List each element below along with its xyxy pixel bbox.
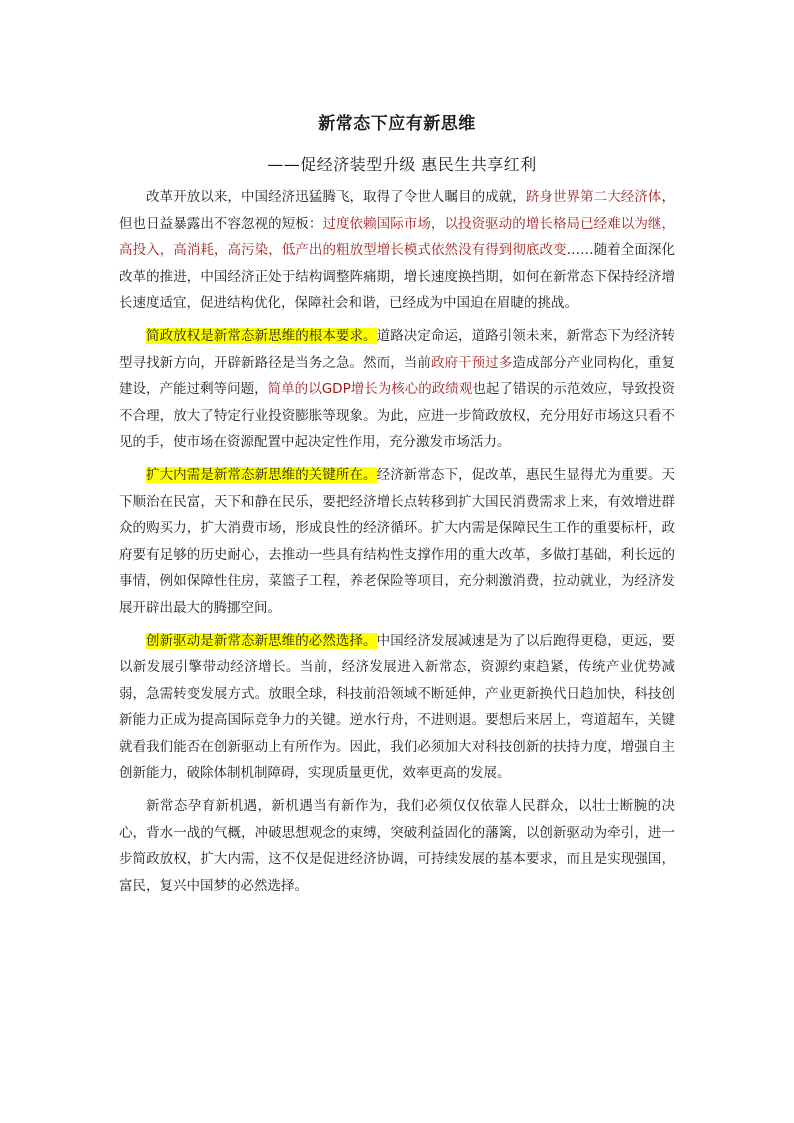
paragraph-5 — [119, 793, 675, 899]
text-run: 也起了错误的示范效应，导致投资不合理，放大了特定行业投资膨胀等现象。为此，应进一步简政放权，充分用好市场这只看不见的手，使市场在资源配置中起决定性作用，充分激发市场活力。 — [119, 381, 676, 451]
emphasis-text: 政府干预过多 — [430, 354, 513, 371]
text-run: 造成部分产业同构化，重复建设，产能过剩等问题， — [119, 354, 675, 398]
text-run: 新常态孕育新机遇，新机遇当有新作为，我们必须仅仅依靠人民群众，以壮士断腕的决心，背水一战的气概，冲破思想观念的束缚，突破利益固化的藩篱，以创新驱动为牵引，进一步简政放权，扩大内需，这不仅是促进经济协调，可持续发展的基本要求，而且是实现强国，富民，复兴中国梦的必然选择。 — [119, 798, 675, 894]
text-run: 道路决定命运，道路引领未来，新常态下为经济转型寻找新方向，开辟新路径是当务之急。然而，当前 — [119, 327, 676, 371]
emphasis-text: 跻身世界第二大经济体 — [525, 189, 662, 205]
page-subtitle: ——促经济装型升级 惠民生共享红利 — [267, 155, 537, 174]
paragraph-1 — [119, 184, 675, 317]
page-title: 新常态下应有新思维 — [318, 114, 476, 134]
paragraph-3 — [119, 462, 675, 622]
emphasis-text: 简单的以GDP增长为核心的政绩观 — [267, 381, 473, 398]
text-run: 中国经济发展减速是为了以后跑得更稳，更远，要以新发展引擎带动经济增长。当前，经济发展进入新常态，资源约束趋紧，传统产业优势减弱，急需转变发展方式。放眼全球，科技前沿领域不断延伸，产业更新换代日趋加快，科技创新能力正成为提高国际竞争力的关键。逆水行舟，不进则退。要想后来居上，弯道超车，关键就看我们能否在创新驱动上有所作为。因此，我们必须加大对科技创新的扶持力度，增强自主创新能力，破除体制机制障碍，实现质量更优，效率更高的发展。 — [119, 632, 676, 782]
text-run: 经济新常态下，促改革，惠民生显得尤为重要。天下顺治在民富，天下和静在民乐，要把经济增长点转移到扩大国民消费需求上来，有效增进群众的购买力，扩大消费市场，形成良性的经济循环。扩大内需是保障民生工作的重要标杆，政府要有足够的历史耐心，去推动一些具有结构性支撑作用的重大改革，多做打基础，利长远的事情，例如保障性住房，菜篮子工程，养老保险等项目，充分刺激消费，拉动就业，为经济发展开辟出最大的腾挪空间。 — [119, 466, 676, 616]
text-run: ，但也日益暴露出不容忽视的短板： — [119, 189, 676, 232]
article-body — [119, 184, 675, 905]
text-run: ……随着全面深化改革的推进，中国经济正处于结构调整阵痛期，增长速度换挡期，如何在新常态下保持经济增长速度适宜，促进结构优化，保障社会和谐，已经成为中国迫在眉睫的挑战。 — [119, 242, 676, 312]
paragraph-4 — [119, 628, 675, 788]
emphasis-text: 过度依赖国际市场，以投资驱动的增长格局已经难以为继，高投入，高消耗，高污染，低产出的粗放型增长模式依然没有得到彻底改变 — [119, 215, 675, 259]
highlighted-heading: 扩大内需是新常态新思维的关键所在。 — [146, 466, 377, 483]
paragraph-2 — [119, 323, 675, 456]
highlighted-heading: 创新驱动是新常态新思维的必然选择。 — [146, 632, 377, 649]
highlighted-heading: 简政放权是新常态新思维的根本要求。 — [146, 327, 377, 344]
text-run: 改革开放以来，中国经济迅猛腾飞，取得了令世人瞩目的成就， — [146, 189, 526, 205]
